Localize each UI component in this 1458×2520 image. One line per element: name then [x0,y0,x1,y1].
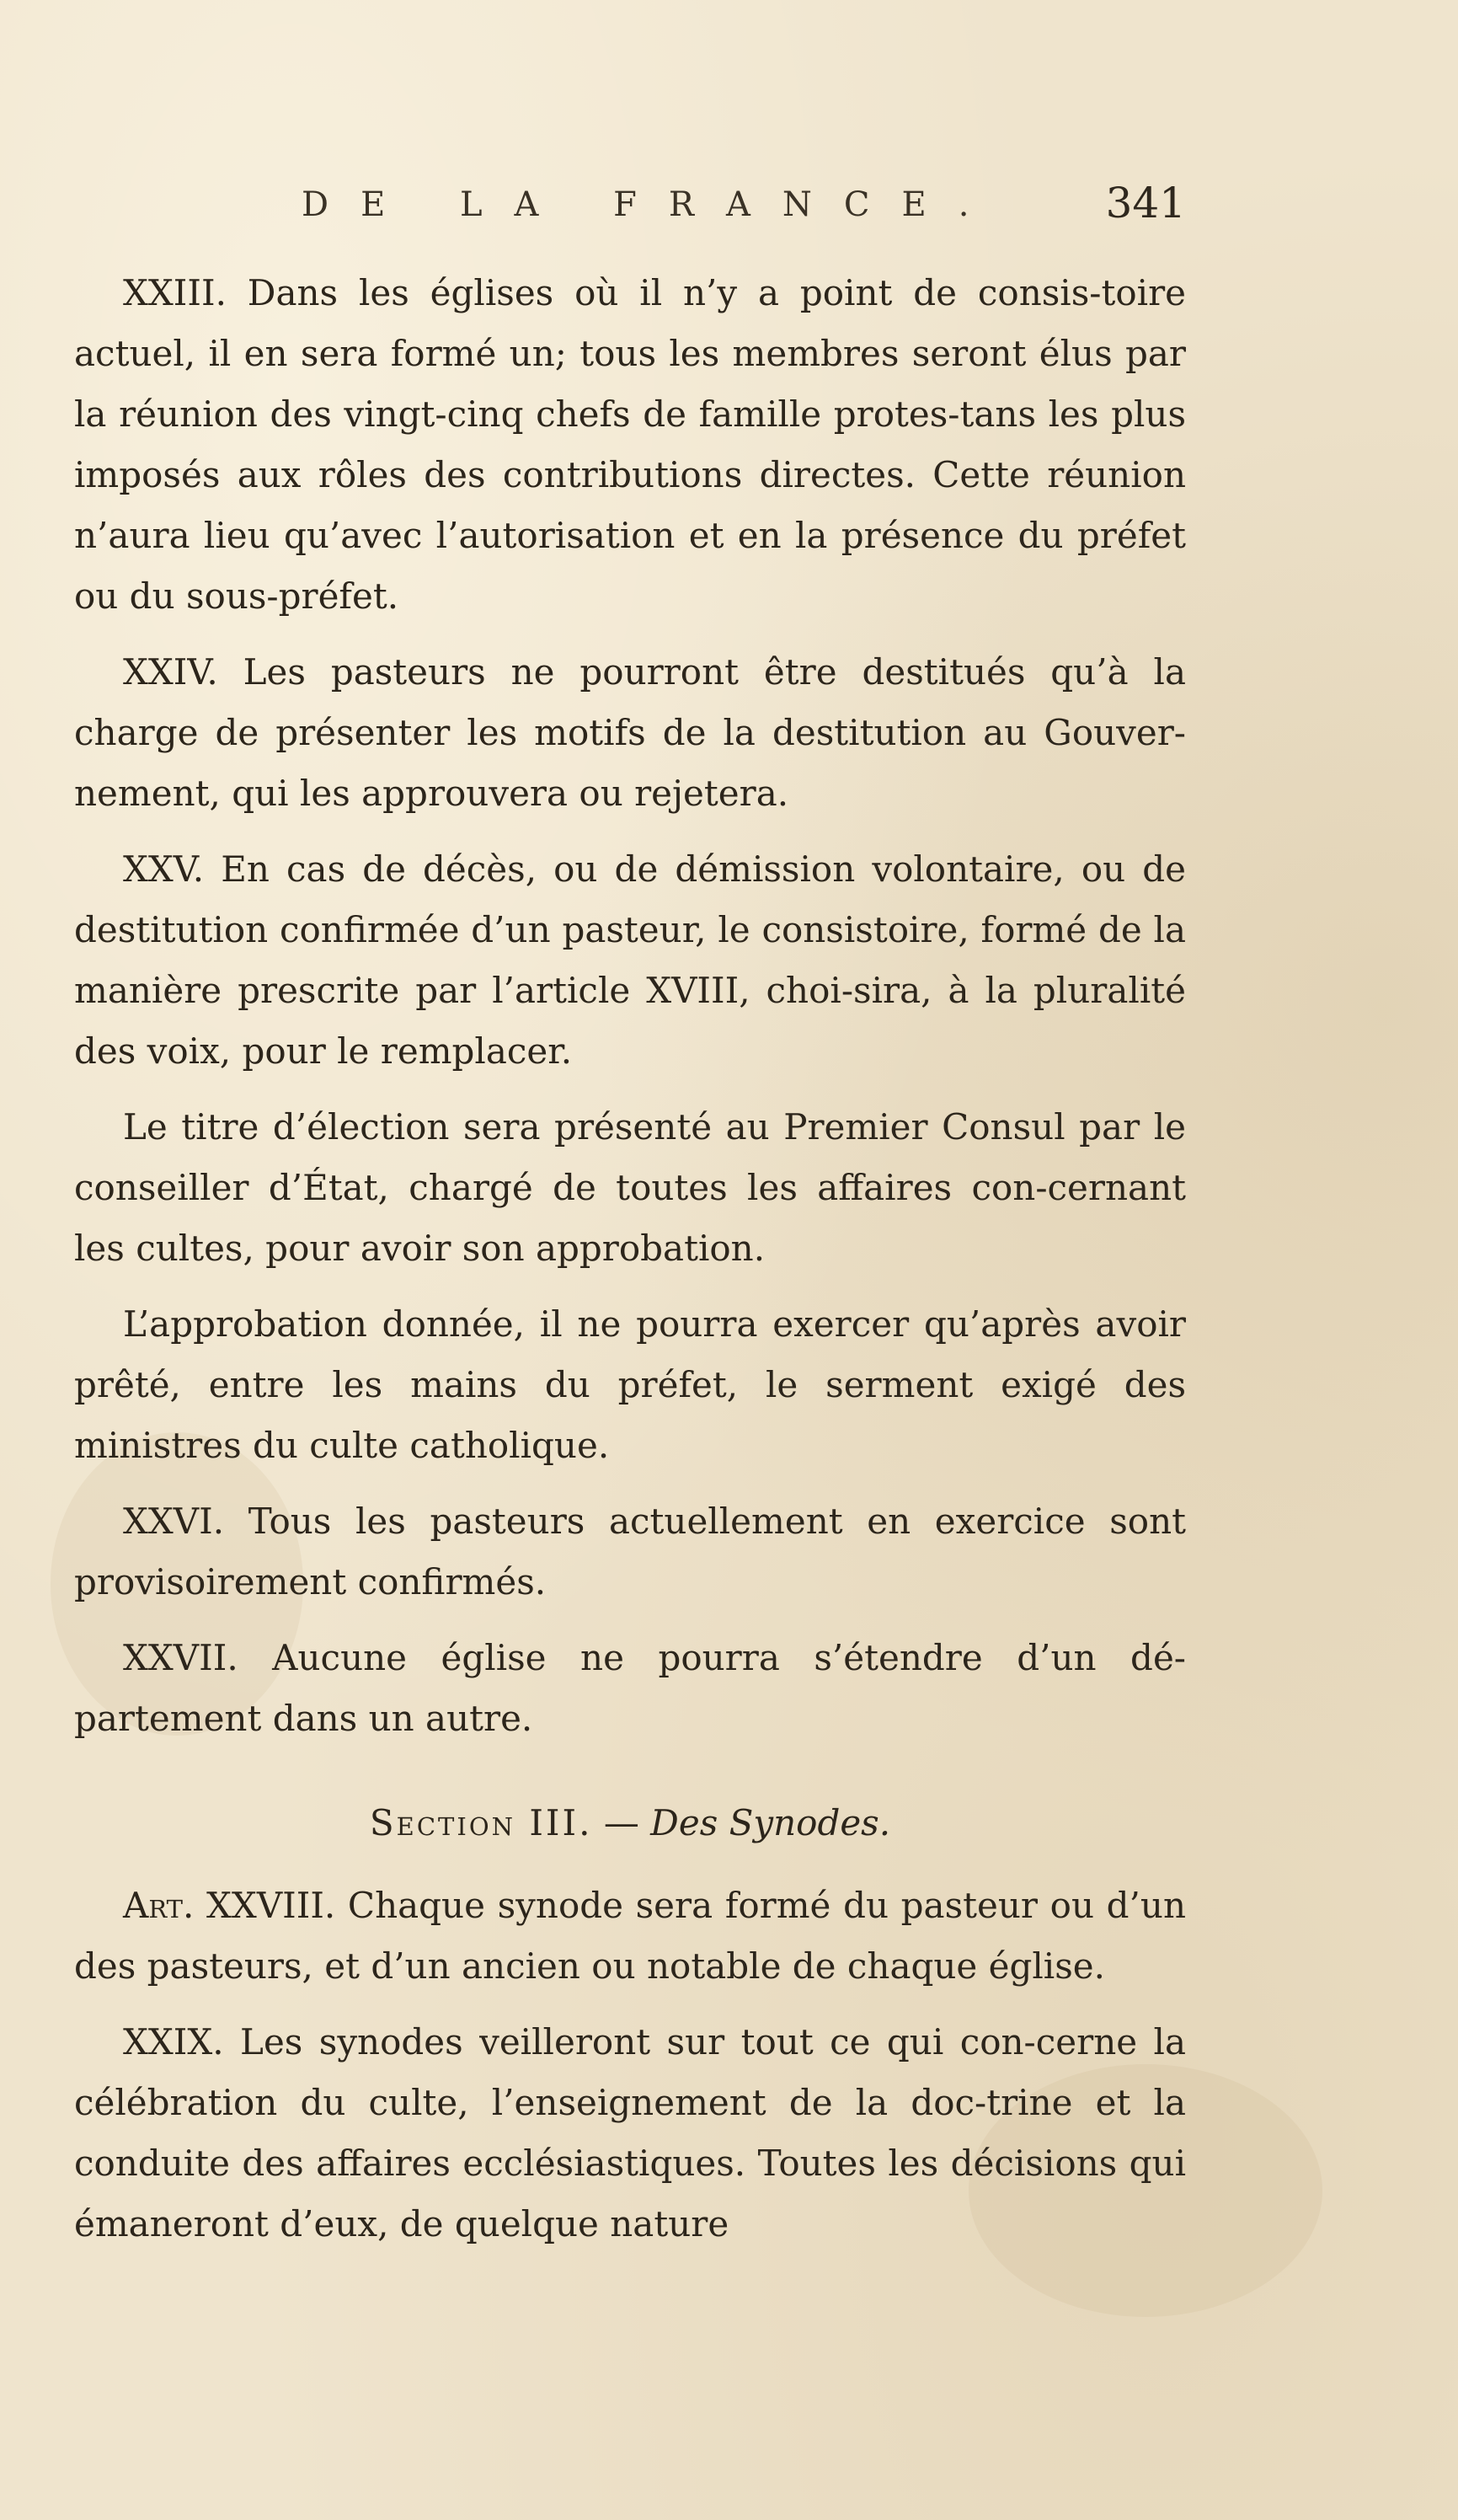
running-head [74,179,1186,236]
paragraph-approbation: L’approbation donnée, il ne pourra exercer qu’après avoir prêté, entre les mains du préfet, le serment exigé des ministres du culte catholique. [74,1303,1186,1466]
section-label: Section III. [369,1802,593,1843]
article-prefix: Art. [123,1885,195,1926]
article-text: XXIX. Les synodes veilleront sur tout ce qui con-cerne la célébration du culte, l’enseignement de la doc-trine et la conduite des affaires ecclésiastiques. Toutes les décisions qui émaneront d’eux, de quelque nature [74,2021,1186,2244]
page-number: 341 [1105,179,1186,227]
paragraph-art-23: XXIII. Dans les églises où il n’y a point de consis-toire actuel, il en sera formé un; tous les membres seront élus par la réunion des vingt-cinq chefs de famille protes-tans les plus imposés aux rôles des contributions directes. Cette réunion n’aura lieu qu’avec l’autorisation et en la présence du préfet ou du sous-préfet. [74,272,1186,617]
body-text [74,263,1186,2255]
paragraph-art-26: XXVI. Tous les pasteurs actuellement en exercice sont provisoirement confirmés. [74,1501,1186,1602]
section-title: Des Synodes. [650,1802,891,1843]
paragraph-election: Le titre d’élection sera présenté au Premier Consul par le conseiller d’État, chargé de toutes les affaires con-cernant les cultes, pour avoir son approbation. [74,1106,1186,1269]
running-title: DE LA FRANCE. [302,185,1001,224]
paragraph-art-25: XXV. En cas de décès, ou de démission volontaire, ou de destitution confirmée d’un pasteur, le consistoire, formé de la manière prescrite par l’article XVIII, choi-sira, à la pluralité des voix, pour le remplacer. [74,848,1186,1072]
paragraph-art-27: XXVII. Aucune église ne pourra s’étendre d’un dé-partement dans un autre. [74,1637,1186,1739]
section-separator: — [603,1802,639,1843]
paragraph-art-28 [74,1875,1186,1997]
paragraph-art-29 [74,2012,1186,2255]
paragraph-art-24: XXIV. Les pasteurs ne pourront être destitués qu’à la charge de présenter les motifs de la destitution au Gouver-nement, qui les approuvera ou rejetera. [74,651,1186,814]
section-heading [74,1793,1186,1854]
article-text: XXVIII. Chaque synode sera formé du pasteur ou d’un des pasteurs, et d’un ancien ou notable de chaque église. [74,1885,1186,1987]
